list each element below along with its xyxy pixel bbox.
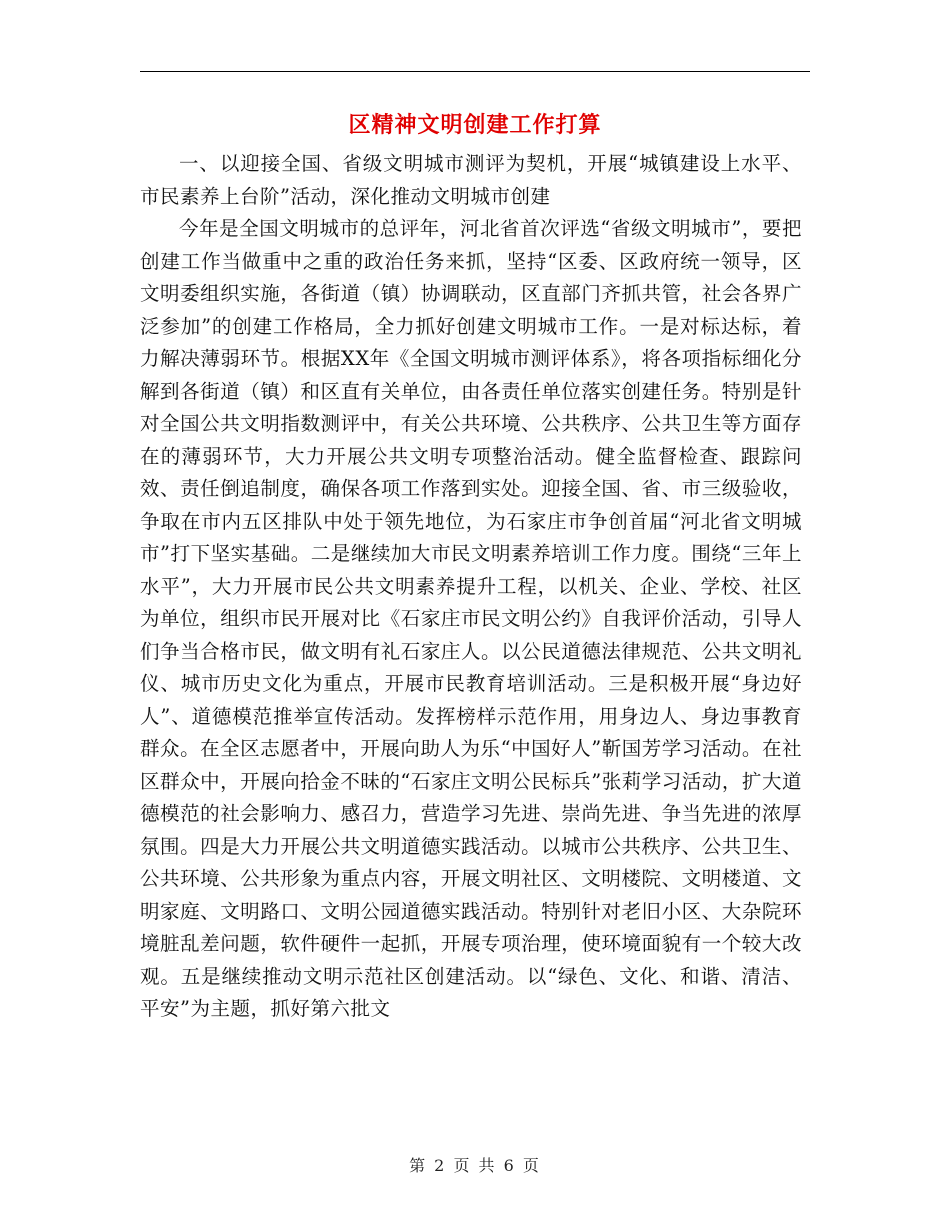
paragraph-body: 今年是全国文明城市的总评年，河北省首次评选“省级文明城市”，要把创建工作当做重中之重的政治任务来抓，坚持“区委、区政府统一领导，区文明委组织实施，各街道（镇）协调联动，区直部门齐抓共管，社会各界广泛参加”的创建工作格局，全力抓好创建文明城市工作。一是对标达标，着力解决薄弱环节。根据XX年《全国文明城市测评体系》，将各项指标细化分解到各街道（镇）和区直有关单位，由各责任单位落实创建任务。特别是针对全国公共文明指数测评中，有关公共环境、公共秩序、公共卫生等方面存在的薄弱环节，大力开展公共文明专项整治活动。健全监督检查、跟踪问效、责任倒追制度，确保各项工作落到实处。迎接全国、省、市三级验收，争取在市内五区排队中处于领先地位，为石家庄市争创首届“河北省文明城市”打下坚实基础。二是继续加大市民文明素养培训工作力度。围绕“三年上水平”，大力开展市民公共文明素养提升工程，以机关、企业、学校、社区为单位，组织市民开展对比《石家庄市民文明公约》自我评价活动，引导人们争当合格市民，做文明有礼石家庄人。以公民道德法律规范、公共文明礼仪、城市历史文化为重点，开展市民教育培训活动。三是积极开展“身边好人”、道德模范推举宣传活动。发挥榜样示范作用，用身边人、身边事教育群众。在全区志愿者中，开展向助人为乐“中国好人”靳国芳学习活动。在社区群众中，开展向拾金不昧的“石家庄文明公民标兵”张莉学习活动，扩大道德模范的社会影响力、感召力，营造学习先进、崇尚先进、争当先进的浓厚氛围。四是大力开展公共文明道德实践活动。以城市公共秩序、公共卫生、公共环境、公共形象为重点内容，开展文明社区、文明楼院、文明楼道、文明家庭、文明路口、文明公园道德实践活动。特别针对老旧小区、大杂院环境脏乱差问题，软件硬件一起抓，开展专项治理，使环境面貌有一个较大改观。五是继续推动文明示范社区创建活动。以“绿色、文化、和谐、清洁、平安”为主题，抓好第六批文 <box>140 217 802 1020</box>
header-rule <box>140 71 810 72</box>
page-footer: 第 2 页 共 6 页 <box>409 1156 541 1175</box>
document-body <box>140 148 802 1026</box>
paragraph-heading: 一、以迎接全国、省级文明城市测评为契机，开展“城镇建设上水平、市民素养上台阶”活动，深化推动文明城市创建 <box>140 152 802 208</box>
document-title: 区精神文明创建工作打算 <box>348 113 602 138</box>
